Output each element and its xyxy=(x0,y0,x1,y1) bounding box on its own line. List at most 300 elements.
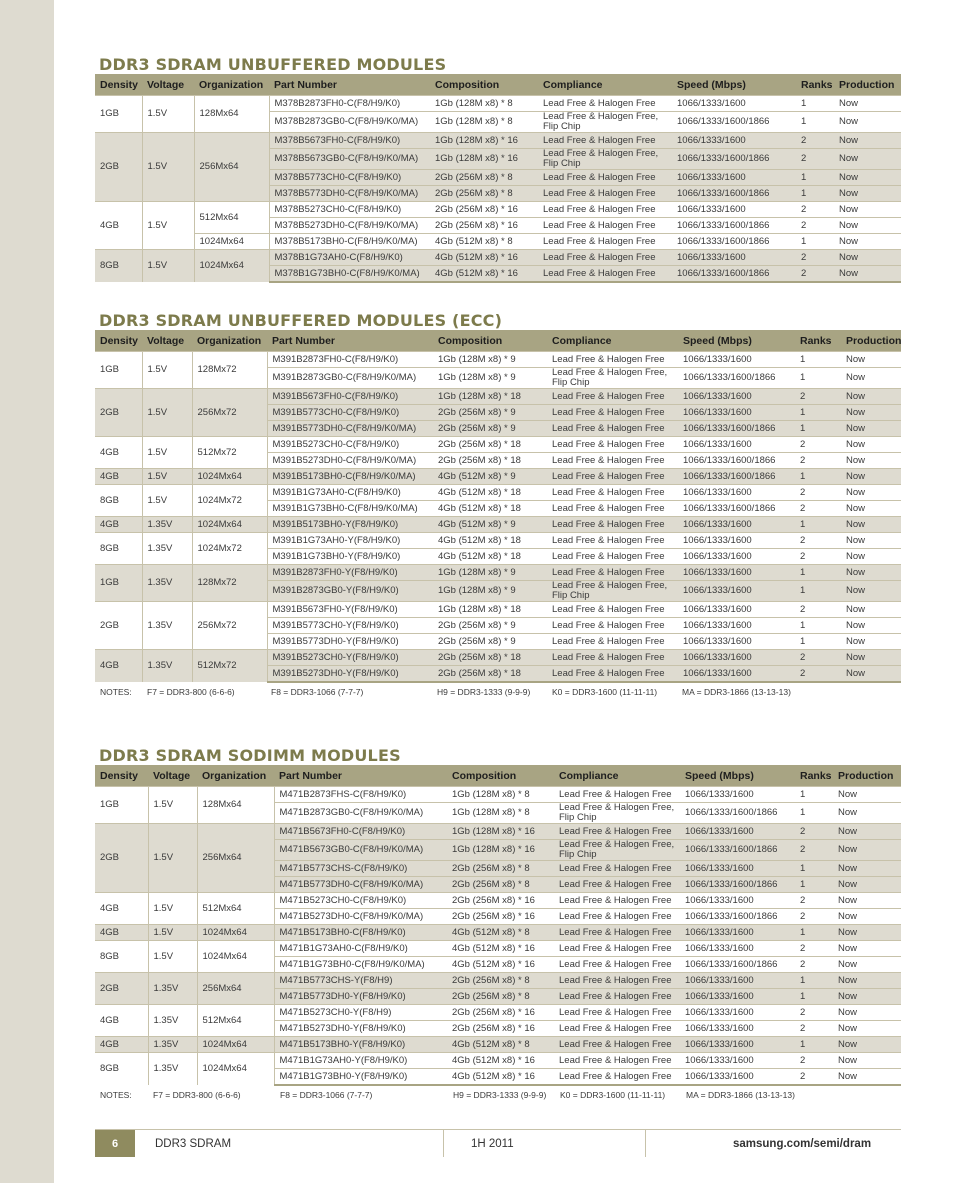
production-cell: Now xyxy=(834,250,901,266)
note-f7: F7 = DDR3-800 (6-6-6) xyxy=(147,687,235,697)
table-row xyxy=(95,1005,901,1021)
speed-cell: 1066/1333/1600 xyxy=(678,634,795,650)
production-cell: Now xyxy=(834,266,901,283)
organization-cell: 256Mx64 xyxy=(194,133,269,202)
composition-cell: 2Gb (256M x8) * 9 xyxy=(433,405,547,421)
column-header: Production xyxy=(833,765,901,787)
part-number-cell: M391B2873FH0-C(F8/H9/K0) xyxy=(267,352,433,368)
composition-cell: 1Gb (128M x8) * 9 xyxy=(433,581,547,602)
ranks-cell: 2 xyxy=(796,202,834,218)
note-h9: H9 = DDR3-1333 (9-9-9) xyxy=(437,687,531,697)
speed-cell: 1066/1333/1600 xyxy=(678,533,795,549)
ranks-cell: 1 xyxy=(795,517,841,533)
density-cell: 4GB xyxy=(95,650,142,683)
speed-cell: 1066/1333/1600/1866 xyxy=(680,909,795,925)
table-row xyxy=(95,352,901,368)
part-number-cell: M471B5773CHS-Y(F8/H9) xyxy=(274,973,447,989)
composition-cell: 4Gb (512M x8) * 9 xyxy=(433,517,547,533)
compliance-cell: Lead Free & Halogen Free xyxy=(547,421,678,437)
compliance-cell: Lead Free & Halogen Free xyxy=(547,602,678,618)
compliance-cell: Lead Free & Halogen Free xyxy=(547,565,678,581)
section-title-unbuffered-ecc: DDR3 SDRAM UNBUFFERED MODULES (ECC) xyxy=(99,311,503,330)
compliance-cell: Lead Free & Halogen Free xyxy=(554,1053,680,1069)
organization-cell: 128Mx72 xyxy=(192,352,267,389)
part-number-cell: M391B5773DH0-Y(F8/H9/K0) xyxy=(267,634,433,650)
column-header: Ranks xyxy=(795,765,833,787)
organization-cell: 256Mx64 xyxy=(197,973,274,1005)
table-row xyxy=(95,469,901,485)
compliance-cell: Lead Free & Halogen Free xyxy=(547,469,678,485)
organization-cell: 512Mx72 xyxy=(192,437,267,469)
table-row xyxy=(95,437,901,453)
composition-cell: 1Gb (128M x8) * 16 xyxy=(430,133,538,149)
table-header-row xyxy=(95,74,901,96)
composition-cell: 1Gb (128M x8) * 18 xyxy=(433,602,547,618)
production-cell: Now xyxy=(841,501,901,517)
table-row xyxy=(95,234,901,250)
composition-cell: 1Gb (128M x8) * 16 xyxy=(430,149,538,170)
ranks-cell: 2 xyxy=(796,266,834,283)
production-cell: Now xyxy=(841,650,901,666)
speed-cell: 1066/1333/1600/1866 xyxy=(678,368,795,389)
column-header: Speed (Mbps) xyxy=(678,330,795,352)
voltage-cell: 1.35V xyxy=(142,533,192,565)
composition-cell: 4Gb (512M x8) * 8 xyxy=(430,234,538,250)
compliance-cell: Lead Free & Halogen Free xyxy=(554,925,680,941)
compliance-cell: Lead Free & Halogen Free xyxy=(547,437,678,453)
composition-cell: 2Gb (256M x8) * 18 xyxy=(433,666,547,683)
composition-cell: 4Gb (512M x8) * 18 xyxy=(433,549,547,565)
organization-cell: 512Mx64 xyxy=(197,893,274,925)
composition-cell: 1Gb (128M x8) * 8 xyxy=(447,803,554,824)
organization-cell: 1024Mx72 xyxy=(192,485,267,517)
speed-cell: 1066/1333/1600/1866 xyxy=(672,149,796,170)
compliance-cell: Lead Free & Halogen Free, Flip Chip xyxy=(547,581,678,602)
production-cell: Now xyxy=(833,893,901,909)
table-row xyxy=(95,202,901,218)
column-header: Ranks xyxy=(795,330,841,352)
ranks-cell: 2 xyxy=(795,941,833,957)
production-cell: Now xyxy=(841,549,901,565)
ranks-cell: 2 xyxy=(795,893,833,909)
page-footer xyxy=(95,1129,901,1157)
voltage-cell: 1.5V xyxy=(148,941,197,973)
density-cell: 1GB xyxy=(95,565,142,602)
column-header: Organization xyxy=(197,765,274,787)
speed-cell: 1066/1333/1600/1866 xyxy=(680,877,795,893)
column-header: Voltage xyxy=(142,330,192,352)
speed-cell: 1066/1333/1600/1866 xyxy=(678,469,795,485)
ranks-cell: 1 xyxy=(796,234,834,250)
ranks-cell: 2 xyxy=(795,549,841,565)
composition-cell: 4Gb (512M x8) * 18 xyxy=(433,533,547,549)
ranks-cell: 1 xyxy=(795,405,841,421)
page-number: 6 xyxy=(95,1130,135,1157)
speed-cell: 1066/1333/1600 xyxy=(678,405,795,421)
note-k0: K0 = DDR3-1600 (11-11-11) xyxy=(552,687,658,697)
ranks-cell: 2 xyxy=(795,824,833,840)
compliance-cell: Lead Free & Halogen Free, Flip Chip xyxy=(538,112,672,133)
footer-title: DDR3 SDRAM xyxy=(155,1137,232,1150)
speed-cell: 1066/1333/1600 xyxy=(680,941,795,957)
part-number-cell: M391B2873GB0-Y(F8/H9/K0) xyxy=(267,581,433,602)
part-number-cell: M391B5773CH0-Y(F8/H9/K0) xyxy=(267,618,433,634)
compliance-cell: Lead Free & Halogen Free xyxy=(547,634,678,650)
compliance-cell: Lead Free & Halogen Free xyxy=(554,1037,680,1053)
composition-cell: 2Gb (256M x8) * 18 xyxy=(433,453,547,469)
part-number-cell: M471B5173BH0-Y(F8/H9/K0) xyxy=(274,1037,447,1053)
part-number-cell: M391B5673FH0-Y(F8/H9/K0) xyxy=(267,602,433,618)
compliance-cell: Lead Free & Halogen Free xyxy=(538,186,672,202)
compliance-cell: Lead Free & Halogen Free xyxy=(538,133,672,149)
compliance-cell: Lead Free & Halogen Free xyxy=(547,352,678,368)
ranks-cell: 2 xyxy=(795,501,841,517)
column-header: Compliance xyxy=(538,74,672,96)
speed-cell: 1066/1333/1600 xyxy=(678,666,795,683)
voltage-cell: 1.5V xyxy=(142,202,194,250)
composition-cell: 2Gb (256M x8) * 9 xyxy=(433,421,547,437)
part-number-cell: M391B1G73AH0-C(F8/H9/K0) xyxy=(267,485,433,501)
composition-cell: 1Gb (128M x8) * 16 xyxy=(447,824,554,840)
speed-cell: 1066/1333/1600 xyxy=(678,602,795,618)
voltage-cell: 1.5V xyxy=(142,352,192,389)
production-cell: Now xyxy=(841,517,901,533)
compliance-cell: Lead Free & Halogen Free, Flip Chip xyxy=(547,368,678,389)
production-cell: Now xyxy=(833,989,901,1005)
part-number-cell: M391B2873FH0-Y(F8/H9/K0) xyxy=(267,565,433,581)
part-number-cell: M471B2873FHS-C(F8/H9/K0) xyxy=(274,787,447,803)
ranks-cell: 1 xyxy=(796,170,834,186)
density-cell: 8GB xyxy=(95,533,142,565)
part-number-cell: M471B5273DH0-Y(F8/H9/K0) xyxy=(274,1021,447,1037)
compliance-cell: Lead Free & Halogen Free xyxy=(554,877,680,893)
production-cell: Now xyxy=(841,368,901,389)
composition-cell: 1Gb (128M x8) * 9 xyxy=(433,565,547,581)
voltage-cell: 1.5V xyxy=(142,96,194,133)
ranks-cell: 1 xyxy=(796,96,834,112)
density-cell: 2GB xyxy=(95,824,148,893)
compliance-cell: Lead Free & Halogen Free xyxy=(547,485,678,501)
note-ma: MA = DDR3-1866 (13-13-13) xyxy=(686,1090,795,1100)
note-h9: H9 = DDR3-1333 (9-9-9) xyxy=(453,1090,547,1100)
table-row xyxy=(95,1053,901,1069)
compliance-cell: Lead Free & Halogen Free xyxy=(554,824,680,840)
compliance-cell: Lead Free & Halogen Free xyxy=(547,405,678,421)
compliance-cell: Lead Free & Halogen Free xyxy=(554,861,680,877)
table-row xyxy=(95,533,901,549)
ecc-notes xyxy=(95,687,901,701)
compliance-cell: Lead Free & Halogen Free xyxy=(538,170,672,186)
compliance-cell: Lead Free & Halogen Free xyxy=(547,549,678,565)
section-title-sodimm: DDR3 SDRAM SODIMM MODULES xyxy=(99,746,401,765)
production-cell: Now xyxy=(834,112,901,133)
voltage-cell: 1.35V xyxy=(148,973,197,1005)
density-cell: 2GB xyxy=(95,133,142,202)
note-f7: F7 = DDR3-800 (6-6-6) xyxy=(153,1090,241,1100)
production-cell: Now xyxy=(841,389,901,405)
density-cell: 4GB xyxy=(95,1005,148,1037)
density-cell: 4GB xyxy=(95,1037,148,1053)
density-cell: 1GB xyxy=(95,787,148,824)
speed-cell: 1066/1333/1600/1866 xyxy=(672,234,796,250)
composition-cell: 2Gb (256M x8) * 8 xyxy=(447,861,554,877)
unbuffered-ecc-modules-table xyxy=(95,330,901,683)
part-number-cell: M378B1G73AH0-C(F8/H9/K0) xyxy=(269,250,430,266)
part-number-cell: M471B5773CHS-C(F8/H9/K0) xyxy=(274,861,447,877)
production-cell: Now xyxy=(834,202,901,218)
table-row xyxy=(95,133,901,149)
footer-date: 1H 2011 xyxy=(471,1137,514,1150)
production-cell: Now xyxy=(833,1053,901,1069)
compliance-cell: Lead Free & Halogen Free xyxy=(538,234,672,250)
density-cell: 8GB xyxy=(95,1053,148,1086)
part-number-cell: M391B5773DH0-C(F8/H9/K0/MA) xyxy=(267,421,433,437)
ranks-cell: 1 xyxy=(795,421,841,437)
ranks-cell: 1 xyxy=(795,925,833,941)
organization-cell: 256Mx72 xyxy=(192,389,267,437)
compliance-cell: Lead Free & Halogen Free xyxy=(538,266,672,283)
voltage-cell: 1.5V xyxy=(148,893,197,925)
density-cell: 8GB xyxy=(95,941,148,973)
composition-cell: 2Gb (256M x8) * 8 xyxy=(447,973,554,989)
ranks-cell: 1 xyxy=(795,469,841,485)
compliance-cell: Lead Free & Halogen Free xyxy=(547,650,678,666)
part-number-cell: M378B5273DH0-C(F8/H9/K0/MA) xyxy=(269,218,430,234)
ranks-cell: 1 xyxy=(796,112,834,133)
organization-cell: 256Mx64 xyxy=(197,824,274,893)
speed-cell: 1066/1333/1600 xyxy=(672,170,796,186)
composition-cell: 4Gb (512M x8) * 16 xyxy=(447,1069,554,1086)
voltage-cell: 1.35V xyxy=(148,1053,197,1086)
speed-cell: 1066/1333/1600 xyxy=(680,893,795,909)
voltage-cell: 1.35V xyxy=(142,517,192,533)
composition-cell: 2Gb (256M x8) * 16 xyxy=(430,218,538,234)
note-k0: K0 = DDR3-1600 (11-11-11) xyxy=(560,1090,666,1100)
organization-cell: 1024Mx64 xyxy=(194,234,269,250)
column-header: Production xyxy=(841,330,901,352)
part-number-cell: M471B5173BH0-C(F8/H9/K0) xyxy=(274,925,447,941)
voltage-cell: 1.5V xyxy=(142,485,192,517)
compliance-cell: Lead Free & Halogen Free, Flip Chip xyxy=(554,803,680,824)
ranks-cell: 1 xyxy=(795,787,833,803)
table-row xyxy=(95,941,901,957)
column-header: Composition xyxy=(447,765,554,787)
compliance-cell: Lead Free & Halogen Free xyxy=(554,941,680,957)
composition-cell: 2Gb (256M x8) * 9 xyxy=(433,618,547,634)
organization-cell: 512Mx64 xyxy=(194,202,269,234)
table-header-row xyxy=(95,330,901,352)
speed-cell: 1066/1333/1600 xyxy=(680,989,795,1005)
part-number-cell: M471B1G73AH0-C(F8/H9/K0) xyxy=(274,941,447,957)
composition-cell: 4Gb (512M x8) * 8 xyxy=(447,1037,554,1053)
note-f8: F8 = DDR3-1066 (7-7-7) xyxy=(280,1090,373,1100)
speed-cell: 1066/1333/1600/1866 xyxy=(678,501,795,517)
column-header: Density xyxy=(95,765,148,787)
composition-cell: 1Gb (128M x8) * 9 xyxy=(433,368,547,389)
table-row xyxy=(95,96,901,112)
part-number-cell: M391B5173BH0-Y(F8/H9/K0) xyxy=(267,517,433,533)
speed-cell: 1066/1333/1600 xyxy=(680,973,795,989)
voltage-cell: 1.35V xyxy=(148,1005,197,1037)
composition-cell: 4Gb (512M x8) * 16 xyxy=(447,957,554,973)
composition-cell: 4Gb (512M x8) * 8 xyxy=(447,925,554,941)
note-ma: MA = DDR3-1866 (13-13-13) xyxy=(682,687,791,697)
production-cell: Now xyxy=(834,96,901,112)
ranks-cell: 2 xyxy=(795,909,833,925)
column-header: Part Number xyxy=(274,765,447,787)
density-cell: 2GB xyxy=(95,602,142,650)
compliance-cell: Lead Free & Halogen Free xyxy=(547,666,678,683)
composition-cell: 4Gb (512M x8) * 16 xyxy=(447,941,554,957)
production-cell: Now xyxy=(841,533,901,549)
table-row xyxy=(95,925,901,941)
column-header: Organization xyxy=(194,74,269,96)
ranks-cell: 2 xyxy=(795,437,841,453)
sodimm-notes xyxy=(95,1090,901,1104)
part-number-cell: M471B5273CH0-C(F8/H9/K0) xyxy=(274,893,447,909)
production-cell: Now xyxy=(841,565,901,581)
compliance-cell: Lead Free & Halogen Free xyxy=(547,389,678,405)
compliance-cell: Lead Free & Halogen Free xyxy=(547,533,678,549)
part-number-cell: M378B5773DH0-C(F8/H9/K0/MA) xyxy=(269,186,430,202)
production-cell: Now xyxy=(833,1005,901,1021)
composition-cell: 4Gb (512M x8) * 16 xyxy=(430,250,538,266)
composition-cell: 4Gb (512M x8) * 16 xyxy=(447,1053,554,1069)
table-row xyxy=(95,602,901,618)
composition-cell: 1Gb (128M x8) * 18 xyxy=(433,389,547,405)
voltage-cell: 1.5V xyxy=(142,469,192,485)
production-cell: Now xyxy=(841,634,901,650)
production-cell: Now xyxy=(834,133,901,149)
unbuffered-modules-table xyxy=(95,74,901,283)
ranks-cell: 1 xyxy=(795,565,841,581)
part-number-cell: M391B5273DH0-C(F8/H9/K0/MA) xyxy=(267,453,433,469)
ranks-cell: 2 xyxy=(796,149,834,170)
part-number-cell: M391B1G73BH0-C(F8/H9/K0/MA) xyxy=(267,501,433,517)
organization-cell: 1024Mx64 xyxy=(197,1037,274,1053)
voltage-cell: 1.5V xyxy=(142,389,192,437)
composition-cell: 2Gb (256M x8) * 16 xyxy=(430,202,538,218)
production-cell: Now xyxy=(841,352,901,368)
part-number-cell: M391B5673FH0-C(F8/H9/K0) xyxy=(267,389,433,405)
production-cell: Now xyxy=(841,618,901,634)
part-number-cell: M391B5273DH0-Y(F8/H9/K0) xyxy=(267,666,433,683)
speed-cell: 1066/1333/1600 xyxy=(680,1021,795,1037)
compliance-cell: Lead Free & Halogen Free xyxy=(547,618,678,634)
density-cell: 2GB xyxy=(95,389,142,437)
column-header: Speed (Mbps) xyxy=(672,74,796,96)
density-cell: 2GB xyxy=(95,973,148,1005)
ranks-cell: 1 xyxy=(795,618,841,634)
production-cell: Now xyxy=(841,666,901,683)
speed-cell: 1066/1333/1600 xyxy=(672,133,796,149)
compliance-cell: Lead Free & Halogen Free xyxy=(538,96,672,112)
compliance-cell: Lead Free & Halogen Free xyxy=(554,1021,680,1037)
ranks-cell: 2 xyxy=(795,1021,833,1037)
ranks-cell: 1 xyxy=(795,989,833,1005)
part-number-cell: M471B5773DH0-Y(F8/H9/K0) xyxy=(274,989,447,1005)
composition-cell: 2Gb (256M x8) * 18 xyxy=(433,650,547,666)
production-cell: Now xyxy=(833,824,901,840)
part-number-cell: M378B5673GB0-C(F8/H9/K0/MA) xyxy=(269,149,430,170)
speed-cell: 1066/1333/1600 xyxy=(680,1005,795,1021)
ranks-cell: 1 xyxy=(795,368,841,389)
ranks-cell: 2 xyxy=(795,1005,833,1021)
compliance-cell: Lead Free & Halogen Free, Flip Chip xyxy=(538,149,672,170)
speed-cell: 1066/1333/1600 xyxy=(680,824,795,840)
part-number-cell: M471B1G73BH0-C(F8/H9/K0/MA) xyxy=(274,957,447,973)
table-row xyxy=(95,485,901,501)
density-cell: 4GB xyxy=(95,893,148,925)
composition-cell: 2Gb (256M x8) * 9 xyxy=(433,634,547,650)
production-cell: Now xyxy=(841,581,901,602)
footer-url[interactable]: samsung.com/semi/dram xyxy=(733,1137,872,1150)
organization-cell: 256Mx72 xyxy=(192,602,267,650)
composition-cell: 1Gb (128M x8) * 8 xyxy=(430,96,538,112)
column-header: Compliance xyxy=(554,765,680,787)
speed-cell: 1066/1333/1600 xyxy=(680,787,795,803)
speed-cell: 1066/1333/1600/1866 xyxy=(678,453,795,469)
organization-cell: 1024Mx64 xyxy=(194,250,269,283)
density-cell: 8GB xyxy=(95,485,142,517)
compliance-cell: Lead Free & Halogen Free xyxy=(554,1005,680,1021)
column-header: Part Number xyxy=(267,330,433,352)
ranks-cell: 1 xyxy=(795,352,841,368)
production-cell: Now xyxy=(841,405,901,421)
compliance-cell: Lead Free & Halogen Free xyxy=(554,973,680,989)
production-cell: Now xyxy=(833,787,901,803)
part-number-cell: M391B5273CH0-Y(F8/H9/K0) xyxy=(267,650,433,666)
production-cell: Now xyxy=(834,186,901,202)
speed-cell: 1066/1333/1600/1866 xyxy=(680,803,795,824)
speed-cell: 1066/1333/1600 xyxy=(678,517,795,533)
composition-cell: 2Gb (256M x8) * 16 xyxy=(447,893,554,909)
composition-cell: 1Gb (128M x8) * 16 xyxy=(447,840,554,861)
compliance-cell: Lead Free & Halogen Free xyxy=(554,787,680,803)
table-row xyxy=(95,389,901,405)
left-margin-bar xyxy=(0,0,54,1183)
speed-cell: 1066/1333/1600 xyxy=(680,1069,795,1086)
speed-cell: 1066/1333/1600 xyxy=(680,1053,795,1069)
ranks-cell: 1 xyxy=(795,877,833,893)
density-cell: 8GB xyxy=(95,250,142,283)
voltage-cell: 1.5V xyxy=(148,787,197,824)
ranks-cell: 2 xyxy=(795,453,841,469)
compliance-cell: Lead Free & Halogen Free xyxy=(547,517,678,533)
column-header: Part Number xyxy=(269,74,430,96)
speed-cell: 1066/1333/1600 xyxy=(678,389,795,405)
production-cell: Now xyxy=(841,453,901,469)
composition-cell: 2Gb (256M x8) * 18 xyxy=(433,437,547,453)
voltage-cell: 1.5V xyxy=(142,437,192,469)
ranks-cell: 1 xyxy=(795,861,833,877)
table-row xyxy=(95,973,901,989)
ranks-cell: 2 xyxy=(795,1053,833,1069)
speed-cell: 1066/1333/1600/1866 xyxy=(672,218,796,234)
table-row xyxy=(95,1037,901,1053)
ranks-cell: 2 xyxy=(795,840,833,861)
production-cell: Now xyxy=(834,149,901,170)
part-number-cell: M471B2873GB0-C(F8/H9/K0/MA) xyxy=(274,803,447,824)
organization-cell: 1024Mx72 xyxy=(192,533,267,565)
production-cell: Now xyxy=(833,861,901,877)
speed-cell: 1066/1333/1600 xyxy=(680,925,795,941)
density-cell: 1GB xyxy=(95,96,142,133)
ranks-cell: 2 xyxy=(795,666,841,683)
compliance-cell: Lead Free & Halogen Free xyxy=(554,957,680,973)
composition-cell: 2Gb (256M x8) * 8 xyxy=(447,989,554,1005)
density-cell: 4GB xyxy=(95,925,148,941)
